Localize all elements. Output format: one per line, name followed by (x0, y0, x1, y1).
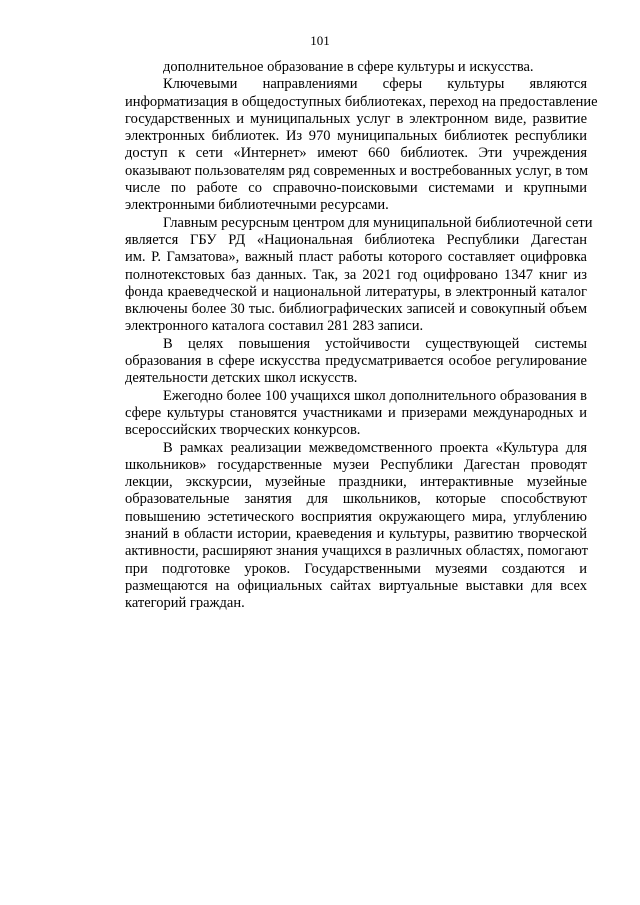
text-line: числе по работе со справочно-поисковыми системами и крупными (125, 180, 587, 197)
page-number: 101 (310, 33, 330, 48)
text-line: фонда краеведческой и национальной литературы, в электронный каталог (125, 283, 587, 300)
text-line: размещаются на официальных сайтах виртуальные выставки для всех (125, 577, 587, 594)
text-line: при подготовке уроков. Государственными музеями создаются и (125, 560, 587, 577)
text-line: В рамках реализации межведомственного проекта «Культура для (163, 439, 587, 456)
text-line: информатизация в общедоступных библиотеках, переход на предоставление (125, 93, 598, 110)
text-line: им. Р. Гамзатова», важный пласт работы которого составляет оцифровка (125, 249, 587, 266)
text-line: школьников» государственные музеи Республики Дагестан проводят (125, 456, 587, 473)
text-line: электронного каталога составил 281 283 записи. (125, 318, 424, 335)
text-line: дополнительное образование в сфере культуры и искусства. (163, 59, 534, 75)
text-line: образования в сфере искусства предусматривается особое регулирование (125, 353, 587, 370)
text-line: В целях повышения устойчивости существующей системы (163, 335, 587, 352)
text-line: образовательные занятия для школьников, которые способствуют (125, 491, 587, 508)
text-line: лекции, экскурсии, музейные праздники, интерактивные музейные (125, 474, 587, 491)
text-line: деятельности детских школ искусств. (125, 370, 358, 387)
text-line: сфере культуры становятся участниками и призерами международных и (125, 404, 587, 421)
text-line: активности, расширяют знания учащихся в различных областях, помогают (125, 543, 588, 560)
paragraph-informatization (87, 76, 598, 214)
text-line: оказывают пользователям ряд современных и востребованных услуг, в том (125, 162, 589, 179)
paragraph-culture-for-schoolchildren (87, 440, 587, 613)
text-line: электронными библиотечными ресурсами. (125, 197, 389, 214)
paragraph-art-schools (87, 336, 587, 388)
text-line: категорий граждан. (125, 595, 245, 612)
paragraph-national-library (87, 214, 593, 336)
text-line: всероссийских творческих конкурсов. (125, 422, 361, 439)
text-line: государственных и муниципальных услуг в электронном виде, развитие (125, 110, 587, 127)
text-line: Ежегодно более 100 учащихся школ дополнительного образования в (163, 387, 587, 404)
text-line: является ГБУ РД «Национальная библиотека Республики Дагестан (125, 231, 587, 248)
text-line: электронных библиотек. Из 970 муниципальных библиотек республики (125, 128, 587, 145)
text-line: знаний в области истории, краеведения и культуры, развитию творческой (125, 526, 587, 543)
text-line: повышению эстетического восприятия окружающего мира, углублению (125, 508, 587, 525)
paragraph-competitions (87, 388, 587, 440)
text-line: включены более 30 тыс. библиографических записей и совокупный объем (125, 301, 587, 318)
text-line: доступ к сети «Интернет» имеют 660 библиотек. Эти учреждения (125, 145, 587, 162)
paragraph-continuation (87, 59, 587, 76)
text-line: Ключевыми направлениями сферы культуры являются (163, 76, 587, 93)
document-body (87, 59, 598, 613)
text-line: полнотекстовых баз данных. Так, за 2021 год оцифровано 1347 книг из (125, 266, 587, 283)
text-line: Главным ресурсным центром для муниципальной библиотечной сети (163, 214, 593, 231)
